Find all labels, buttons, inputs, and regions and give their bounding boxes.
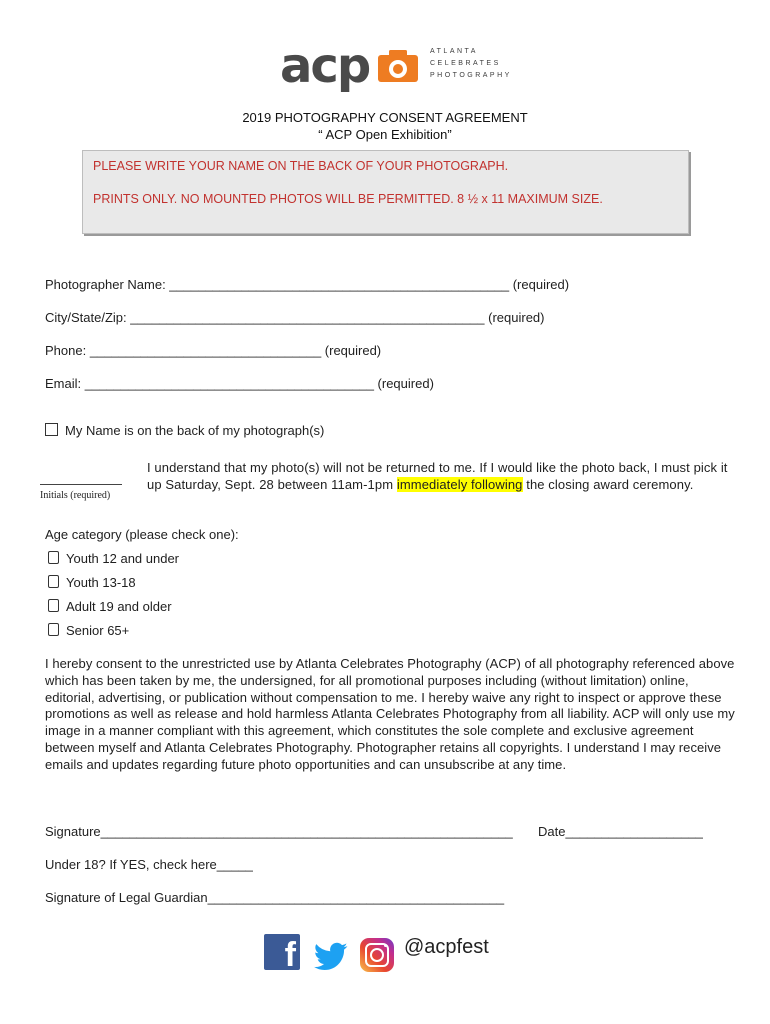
phone-field[interactable]: Phone: ________________________________ (required) [45,343,382,358]
instagram-lens [370,948,384,962]
under-18-check-field[interactable]: Under 18? If YES, check here_____ [45,857,253,872]
age-option-label: Youth 13-18 [66,575,136,590]
instagram-dot [384,944,387,947]
email-field[interactable]: Email: ________________________________________ (required) [45,376,434,391]
age-checkbox[interactable] [48,551,59,564]
return-policy-text [147,459,737,493]
age-option-label: Adult 19 and older [66,599,172,614]
age-option-youth-12[interactable] [48,551,179,566]
logo-tagline [430,46,512,82]
consent-paragraph: I hereby consent to the unrestricted use by Atlanta Celebrates Photography (ACP) of all photography referenced above which has been taken by me, the undersigned, for all promotional purposes including (without limitation) online, editorial, advertising, or publication without compensation to me. I hereby waive any right to inspect or approve these promotions as well as release and hold harmless Atlanta Celebrates Photography from all liability. ACP will only use my image in a manner compliant with this agreement, which constitutes the sole complete and exclusive agreement between myself and Atlanta Celebrates Photography. Photographer retains all copyrights. I understand I may receive emails and updates regarding future photo opportunities and can unsubscribe at any time. [45,656,735,772]
instagram-icon[interactable] [360,938,394,972]
return-policy-text-main: I understand that my photo(s) will not be returned to me. If I would like the photo back, I must pick it up Saturday, Sept. 28 between 11am-1pm [147,460,728,492]
logo-line-1: ATLANTA [430,48,478,55]
facebook-icon[interactable]: f [264,934,300,970]
page-title: 2019 PHOTOGRAPHY CONSENT AGREEMENT [242,110,528,125]
return-policy-text-end: the closing award ceremony. [522,477,694,492]
highlighted-text: immediately following [396,477,523,492]
logo-wordmark: acp [280,38,370,94]
age-option-youth-13-18[interactable] [48,575,136,590]
initials-label: Initials (required) [40,490,111,501]
name-on-back-checkbox-row[interactable] [45,423,324,438]
twitter-icon[interactable] [314,942,348,972]
age-option-senior[interactable] [48,623,129,638]
page-subtitle: “ ACP Open Exhibition” [318,127,452,142]
logo-line-3: PHOTOGRAPHY [430,72,512,79]
notice-line-1: PLEASE WRITE YOUR NAME ON THE BACK OF YOUR PHOTOGRAPH. [93,159,509,173]
notice-box [82,150,689,234]
age-option-adult[interactable] [48,599,172,614]
age-option-label: Senior 65+ [66,623,130,638]
age-checkbox[interactable] [48,575,59,588]
guardian-signature-field[interactable]: Signature of Legal Guardian_________________________________________ [45,890,505,905]
city-state-zip-field[interactable]: City/State/Zip: _________________________________________________ (required) [45,310,545,325]
initials-input[interactable] [40,484,122,485]
logo-line-2: CELEBRATES [430,60,501,67]
notice-line-2: PRINTS ONLY. NO MOUNTED PHOTOS WILL BE PERMITTED. 8 ½ x 11 MAXIMUM SIZE. [93,192,603,206]
name-on-back-label: My Name is on the back of my photograph(s) [65,423,325,438]
age-checkbox[interactable] [48,599,59,612]
date-field[interactable]: Date___________________ [538,824,703,839]
age-checkbox[interactable] [48,623,59,636]
age-option-label: Youth 12 and under [66,551,180,566]
signature-field[interactable]: Signature_________________________________________________________ [45,824,513,839]
camera-logo-icon [376,48,420,84]
social-links [264,934,524,978]
photographer-name-field[interactable]: Photographer Name: _______________________________________________ (required) [45,277,570,292]
name-on-back-checkbox[interactable] [45,423,58,436]
age-category-prompt: Age category (please check one): [45,527,239,542]
acp-logo [280,40,510,96]
social-handle[interactable]: @acpfest [404,936,489,958]
